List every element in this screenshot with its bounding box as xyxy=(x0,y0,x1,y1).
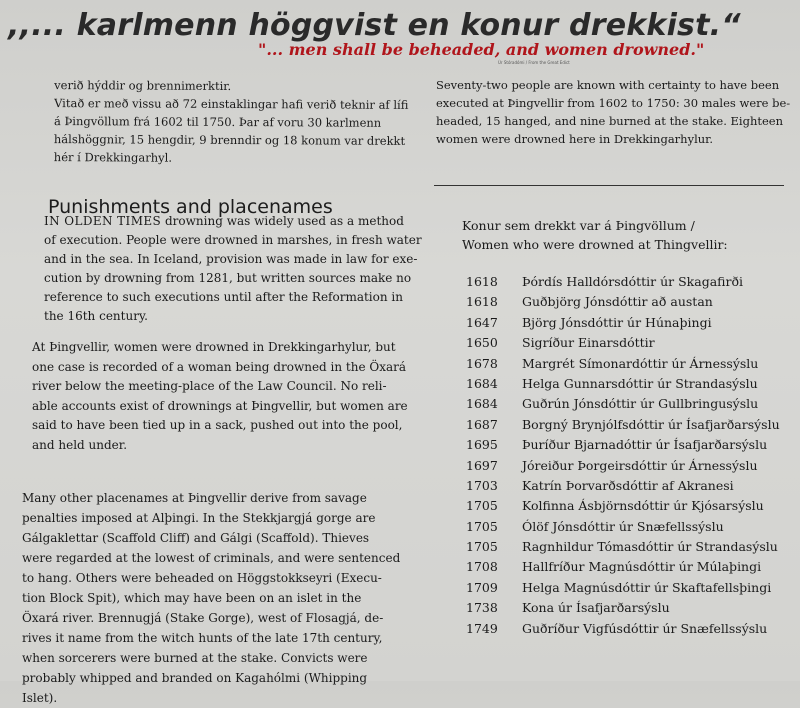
list-item-year: 1705 xyxy=(466,539,498,555)
paragraph-line: and in the sea. In Iceland, provision was made in law for exe- xyxy=(44,252,418,266)
icelandic-line: Vitað er með vissu að 72 einstaklingar hafi verið teknir af lífi xyxy=(54,96,409,112)
list-item-year: 1687 xyxy=(466,416,498,432)
list-item-name: Ólöf Jónsdóttir úr Snæfellssýslu xyxy=(522,518,724,534)
paragraph-line: probably whipped and branded on Kagahólmi (Whipping xyxy=(22,671,368,685)
list-item xyxy=(466,557,780,577)
list-item-year: 1618 xyxy=(466,294,498,310)
list-item-name: Borgný Brynjólfsdóttir úr Ísafjarðarsýslu xyxy=(522,416,780,432)
list-item xyxy=(466,598,780,618)
list-item-name: Kona úr Ísafjarðarsýslu xyxy=(522,600,670,616)
women-list-heading-icelandic: Konur sem drekkt var á Þingvöllum / xyxy=(462,218,695,233)
section-heading: Punishments and placenames xyxy=(48,195,333,218)
icelandic-line: verið hýddir og brennimerktir. xyxy=(54,78,232,93)
list-item-name: Guðrún Jónsdóttir úr Gullbringusýslu xyxy=(522,396,759,412)
paragraph-line: able accounts exist of drownings at Þingvellir, but women are xyxy=(32,398,408,413)
divider-rule xyxy=(434,185,784,186)
english-summary-line: headed, 15 hanged, and nine burned at the stake. Eighteen xyxy=(436,114,783,128)
paragraph-placenames xyxy=(22,488,400,708)
paragraph-line: Öxará river. Brennugjá (Stake Gorge), west of Flosagjá, de- xyxy=(22,611,384,625)
list-item xyxy=(466,272,780,292)
paragraph-line: cution by drowning from 1281, but written sources make no xyxy=(44,271,412,285)
women-list-heading xyxy=(462,216,728,254)
list-item-name: Helga Gunnarsdóttir úr Strandasýslu xyxy=(522,375,758,391)
quote-source: Úr Stóradómi / From the Great Edict xyxy=(498,60,570,65)
women-list xyxy=(466,272,780,639)
paragraph-line: one case is recorded of a woman being drowned in the Öxará xyxy=(32,359,407,374)
list-item-year: 1678 xyxy=(466,355,498,371)
list-item-name: Katrín Þorvarðsdóttir af Akranesi xyxy=(522,477,734,493)
paragraph-drekkingarhylur xyxy=(32,338,408,455)
icelandic-summary xyxy=(54,76,409,168)
list-item-year: 1697 xyxy=(466,457,498,473)
paragraph-line: were regarded at the lowest of criminals, and were sentenced xyxy=(22,551,401,565)
list-item xyxy=(466,476,780,496)
paragraph-olden-times xyxy=(44,212,422,326)
paragraph-line: At Þingvellir, women were drowned in Drekkingarhylur, but xyxy=(32,340,396,354)
list-item xyxy=(466,537,780,557)
paragraph-line: rives it name from the witch hunts of the late 17th century, xyxy=(22,631,383,645)
list-item-year: 1709 xyxy=(466,579,498,595)
list-item-name: Sigríður Einarsdóttir xyxy=(522,335,655,351)
paragraph-line: said to have been tied up in a sack, pushed out into the pool, xyxy=(32,418,403,432)
paragraph-line: Gálgaklettar (Scaffold Cliff) and Gálgi (Scaffold). Thieves xyxy=(22,531,370,545)
english-summary-line: women were drowned here in Drekkingarhylur. xyxy=(436,132,714,146)
list-item xyxy=(466,517,780,537)
list-item-year: 1650 xyxy=(466,335,498,351)
icelandic-line: hér í Drekkingarhyl. xyxy=(53,150,173,165)
list-item-year: 1703 xyxy=(466,477,498,493)
list-item xyxy=(466,415,780,435)
list-item-name: Ragnhildur Tómasdóttir úr Strandasýslu xyxy=(522,539,778,555)
list-item xyxy=(466,578,780,598)
paragraph-line: reference to such executions until after the Reformation in xyxy=(44,290,403,304)
list-item-name: Björg Jónsdóttir úr Húnaþingi xyxy=(522,314,712,330)
list-item xyxy=(466,354,780,374)
paragraph-line: penalties imposed at Alþingi. In the Stekkjargjá gorge are xyxy=(22,511,376,525)
icelandic-line: hálshöggnir, 15 hengdir, 9 brenndir og 18 konum var drekkt xyxy=(53,132,406,148)
paragraph-line: to hang. Others were beheaded on Höggstokkseyri (Execu- xyxy=(22,571,382,585)
paragraph-line: tion Block Spit), which may have been on an islet in the xyxy=(22,591,362,605)
list-item-year: 1647 xyxy=(466,314,498,330)
headline-quote-icelandic: ,,... karlmenn höggvist en konur drekkist.“ xyxy=(8,8,741,43)
list-item-name: Þuríður Bjarnadóttir úr Ísafjarðarsýslu xyxy=(522,437,768,453)
list-item xyxy=(466,374,780,394)
list-item-year: 1684 xyxy=(466,375,498,391)
list-item xyxy=(466,496,780,516)
women-list-heading-english: Women who were drowned at Thingvellir: xyxy=(462,237,728,252)
list-item-name: Jóreiður Þorgeirsdóttir úr Árnessýslu xyxy=(522,457,758,473)
list-item-name: Þórdís Halldórsdóttir úr Skagafirði xyxy=(522,274,744,289)
list-item-name: Kolfinna Ásbjörnsdóttir úr Kjósarsýslu xyxy=(522,498,764,514)
list-item-name: Guðríður Vigfúsdóttir úr Snæfellssýslu xyxy=(522,620,768,636)
list-item-year: 1749 xyxy=(466,620,498,636)
list-item-name: Helga Magnúsdóttir úr Skaftafellsþingi xyxy=(522,579,772,595)
paragraph-line: and held under. xyxy=(32,437,128,452)
english-summary-line: Seventy-two people are known with certainty to have been xyxy=(436,78,780,92)
list-item-year: 1708 xyxy=(466,559,498,575)
list-item xyxy=(466,456,780,476)
paragraph-lead-in: IN OLDEN TIMES xyxy=(44,214,162,228)
paragraph-line: of execution. People were drowned in marshes, in fresh water xyxy=(44,233,422,247)
paragraph-line: Many other placenames at Þingvellir derive from savage xyxy=(22,491,367,505)
paragraph-line-text: drowning was widely used as a method xyxy=(161,214,404,228)
english-summary-line: executed at Þingvellir from 1602 to 1750: 30 males were be- xyxy=(436,96,791,110)
paragraph-line: the 16th century. xyxy=(44,309,148,323)
list-item-year: 1695 xyxy=(466,437,498,453)
list-item xyxy=(466,313,780,333)
list-item-year: 1738 xyxy=(466,600,498,616)
list-item-name: Guðbjörg Jónsdóttir að austan xyxy=(522,294,713,310)
paragraph-line: when sorcerers were burned at the stake. Convicts were xyxy=(22,651,368,665)
list-item xyxy=(466,394,780,414)
list-item-year: 1705 xyxy=(466,518,498,534)
list-item-year: 1618 xyxy=(466,274,498,289)
list-item-year: 1684 xyxy=(466,396,498,412)
english-summary xyxy=(436,76,790,148)
paragraph-line: Islet). xyxy=(22,691,58,705)
paragraph-line: river below the meeting-place of the Law Council. No reli- xyxy=(32,379,387,393)
list-item xyxy=(466,292,780,312)
list-item xyxy=(466,333,780,353)
icelandic-line: á Þingvöllum frá 1602 til 1750. Þar af voru 30 karlmenn xyxy=(53,114,382,130)
list-item xyxy=(466,619,780,639)
list-item-name: Hallfríður Magnúsdóttir úr Múlaþingi xyxy=(522,559,762,575)
list-item-year: 1705 xyxy=(466,498,498,514)
headline-quote-english: "... men shall be beheaded, and women drowned." xyxy=(258,40,705,59)
list-item xyxy=(466,435,780,455)
list-item-name: Margrét Símonardóttir úr Árnessýslu xyxy=(522,355,759,371)
paragraph-line xyxy=(44,212,422,231)
